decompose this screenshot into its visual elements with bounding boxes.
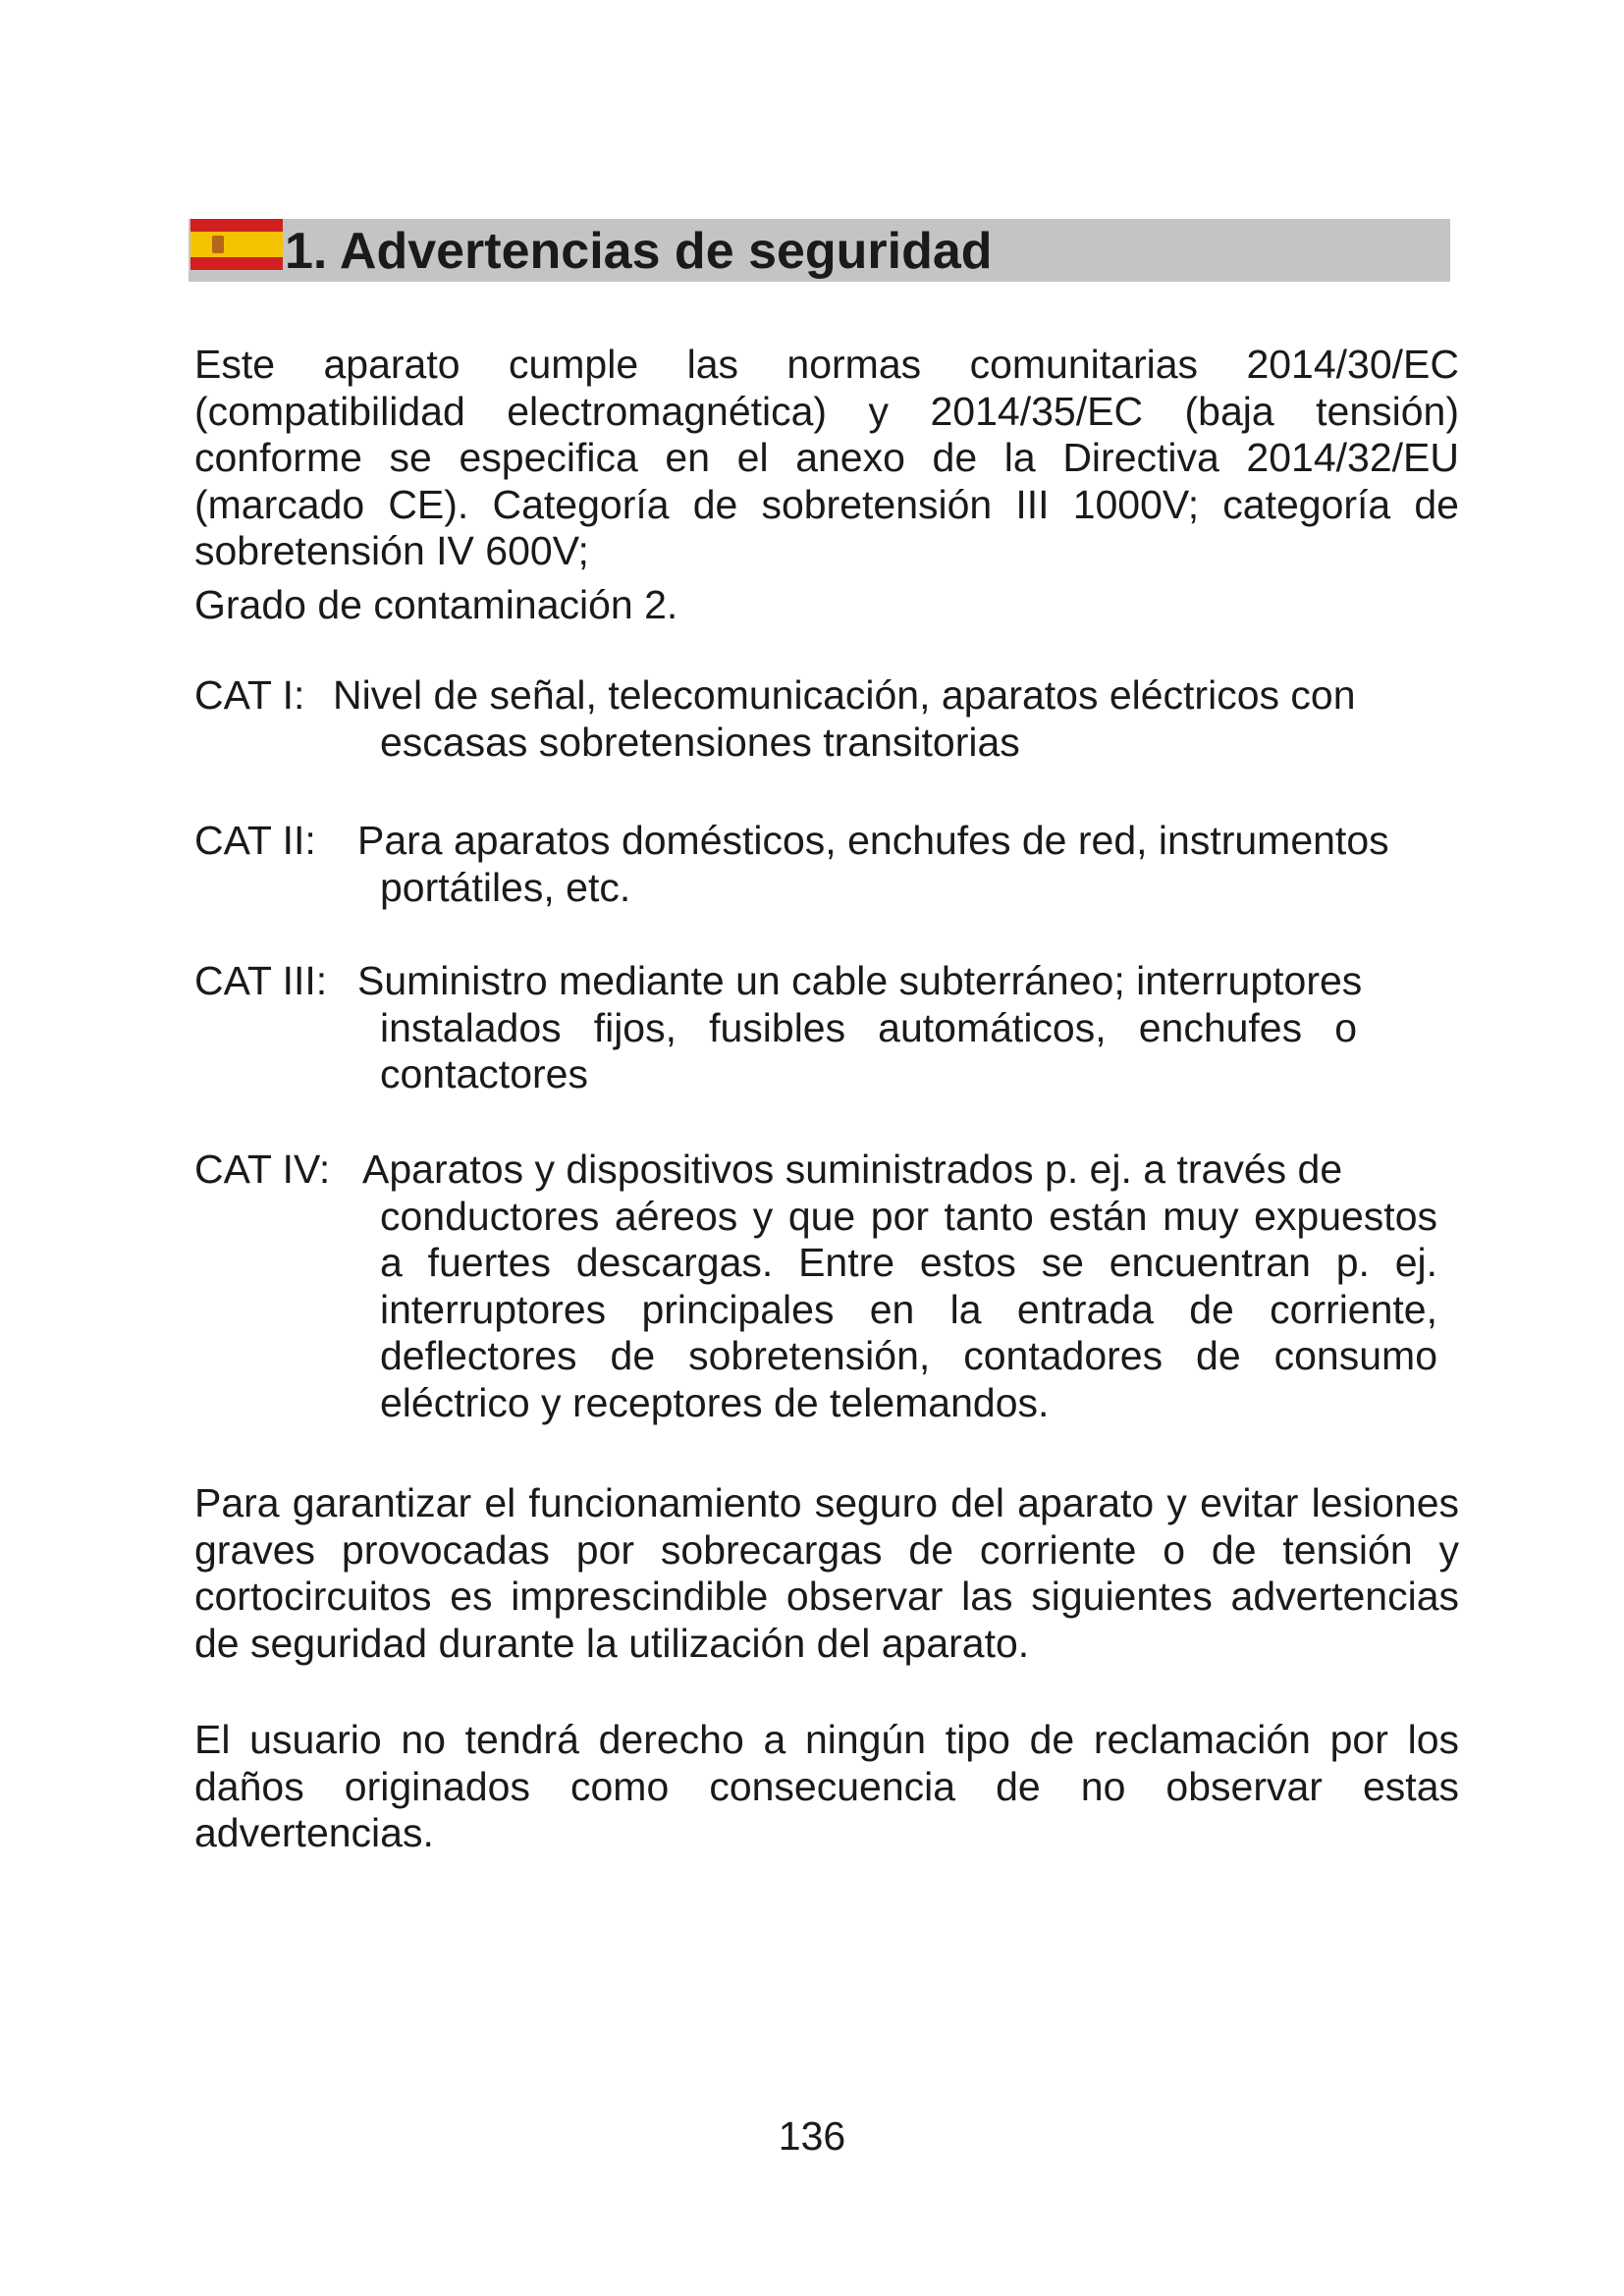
spain-flag-icon: [190, 219, 283, 270]
page-number: 136: [778, 2113, 846, 2159]
cat-item-1: [194, 672, 1465, 766]
cat-item-2: [194, 818, 1465, 911]
cat-label: CAT I:: [194, 672, 305, 718]
pollution-degree: Grado de contaminación 2.: [194, 582, 678, 627]
cat-item-3: [194, 958, 1465, 1098]
cat-label: CAT III:: [194, 958, 328, 1003]
cat-description-continuation: instalados fijos, fusibles automáticos, enchufes o contactores: [380, 1004, 1357, 1096]
cat-description-first-line: Aparatos y dispositivos suministrados p. ej. a través de: [362, 1147, 1343, 1192]
cat-description-first-line: Para aparatos domésticos, enchufes de red, instrumentos: [357, 818, 1389, 863]
cat-description-first-line: Nivel de señal, telecomunicación, aparatos eléctricos con: [333, 672, 1356, 718]
cat-description-continuation: portátiles, etc.: [380, 864, 631, 910]
cat-item-4: [194, 1147, 1465, 1426]
cat-label: CAT II:: [194, 818, 316, 863]
safety-paragraph: Para garantizar el funcionamiento seguro del aparato y evitar lesiones graves provocadas por sobrecargas de corriente o de tensión y cortocircuitos es imprescindible observar las siguientes advertencias de seguridad durante la utilización del aparato.: [194, 1480, 1459, 1666]
cat-description-continuation: conductores aéreos y que por tanto están muy expuestos a fuertes descargas. Entre estos se encuentran p. ej. interruptores principales en la entrada de corriente, deflectores de sobretensión, contadores de consumo eléctrico y receptores de telemandos.: [380, 1193, 1437, 1425]
section-title: 1. Advertencias de seguridad: [285, 223, 993, 280]
cat-description-first-line: Suministro mediante un cable subterráneo; interruptores: [357, 958, 1363, 1003]
cat-label: CAT IV:: [194, 1147, 331, 1192]
cat-description-continuation: escasas sobretensiones transitorias: [380, 719, 1020, 765]
intro-paragraph: Este aparato cumple las normas comunitarias 2014/30/EC (compatibilidad electromagnética) y 2014/35/EC (baja tensión) conforme se especifica en el anexo de la Directiva 2014/32/EU (marcado CE). Categoría de sobretensión III 1000V; categoría de sobretensión IV 600V;: [194, 342, 1459, 573]
disclaimer-paragraph: El usuario no tendrá derecho a ningún tipo de reclamación por los daños originados como consecuencia de no observar estas advertencias.: [194, 1717, 1459, 1855]
